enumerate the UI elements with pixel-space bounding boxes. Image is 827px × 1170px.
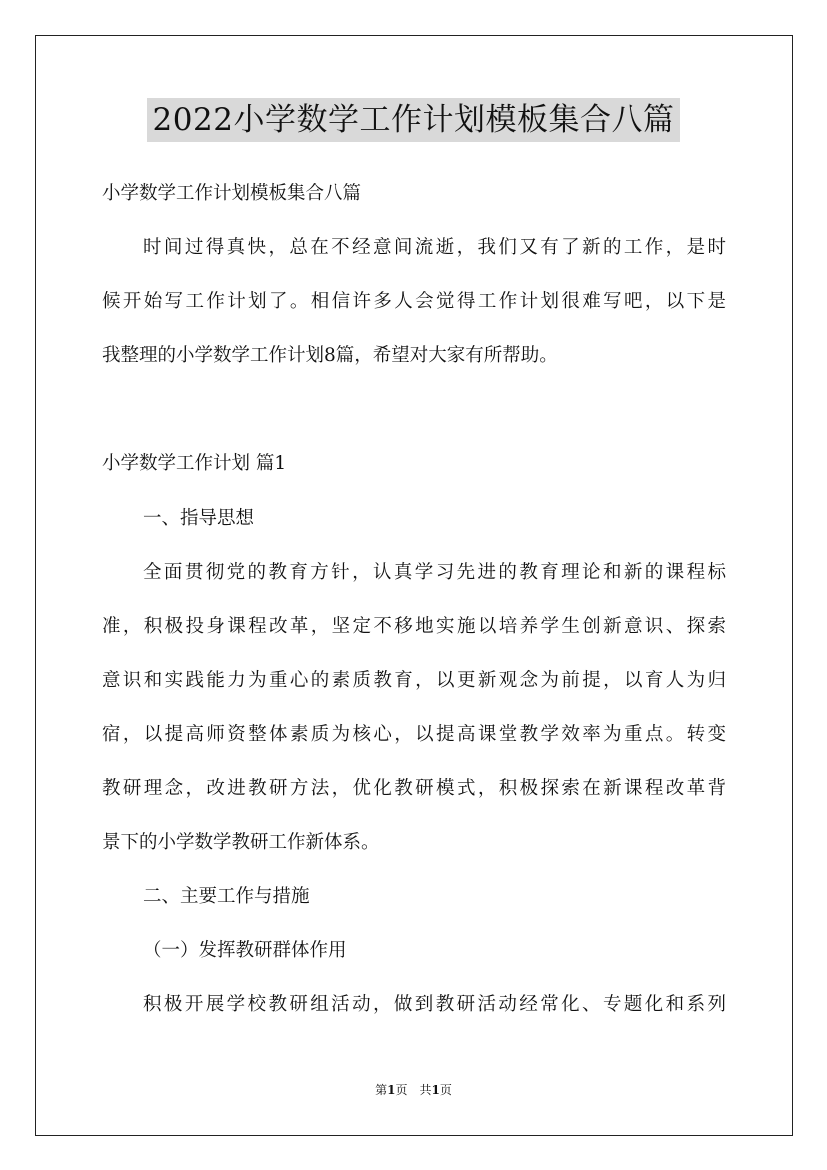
paragraph-1-line-3: 意识和实践能力为重心的素质教育，以更新观念为前提，以育人为归 (102, 670, 726, 691)
heading-main-work: 二、主要工作与措施 (143, 886, 310, 907)
document-subtitle: 小学数学工作计划模板集合八篇 (102, 183, 362, 204)
footer-page-prefix: 第 (375, 1083, 388, 1097)
page-footer (0, 1082, 827, 1098)
document-title: 2022小学数学工作计划模板集合八篇 (147, 98, 681, 142)
paragraph-1-line-6: 景下的小学数学教研工作新体系。 (102, 832, 380, 853)
footer-page-mid: 页 共 (395, 1083, 432, 1097)
paragraph-1-line-5: 教研理念，改进教研方法，优化教研模式，积极探索在新课程改革背 (102, 778, 726, 799)
section-title: 小学数学工作计划 篇1 (102, 453, 287, 474)
paragraph-1-line-4: 宿，以提高师资整体素质为核心，以提高课堂教学效率为重点。转变 (102, 724, 726, 745)
title-container (0, 98, 827, 142)
heading-teaching-research: （一）发挥教研群体作用 (143, 940, 347, 961)
footer-page-suffix: 页 (439, 1083, 452, 1097)
intro-line-2: 候开始写工作计划了。相信许多人会觉得工作计划很难写吧，以下是 (102, 291, 726, 312)
intro-line-1: 时间过得真快，总在不经意间流逝，我们又有了新的工作，是时 (143, 237, 726, 258)
heading-guiding-ideology: 一、指导思想 (143, 508, 255, 529)
footer-page-total: 1 (431, 1083, 440, 1097)
footer-page-number: 1 (387, 1083, 396, 1097)
paragraph-1-line-2: 准，积极投身课程改革，坚定不移地实施以培养学生创新意识、探索 (102, 616, 726, 637)
intro-line-3: 我整理的小学数学工作计划8篇，希望对大家有所帮助。 (102, 345, 558, 366)
paragraph-1-line-1: 全面贯彻党的教育方针，认真学习先进的教育理论和新的课程标 (143, 562, 726, 583)
paragraph-2-line-1: 积极开展学校教研组活动，做到教研活动经常化、专题化和系列 (143, 994, 726, 1015)
